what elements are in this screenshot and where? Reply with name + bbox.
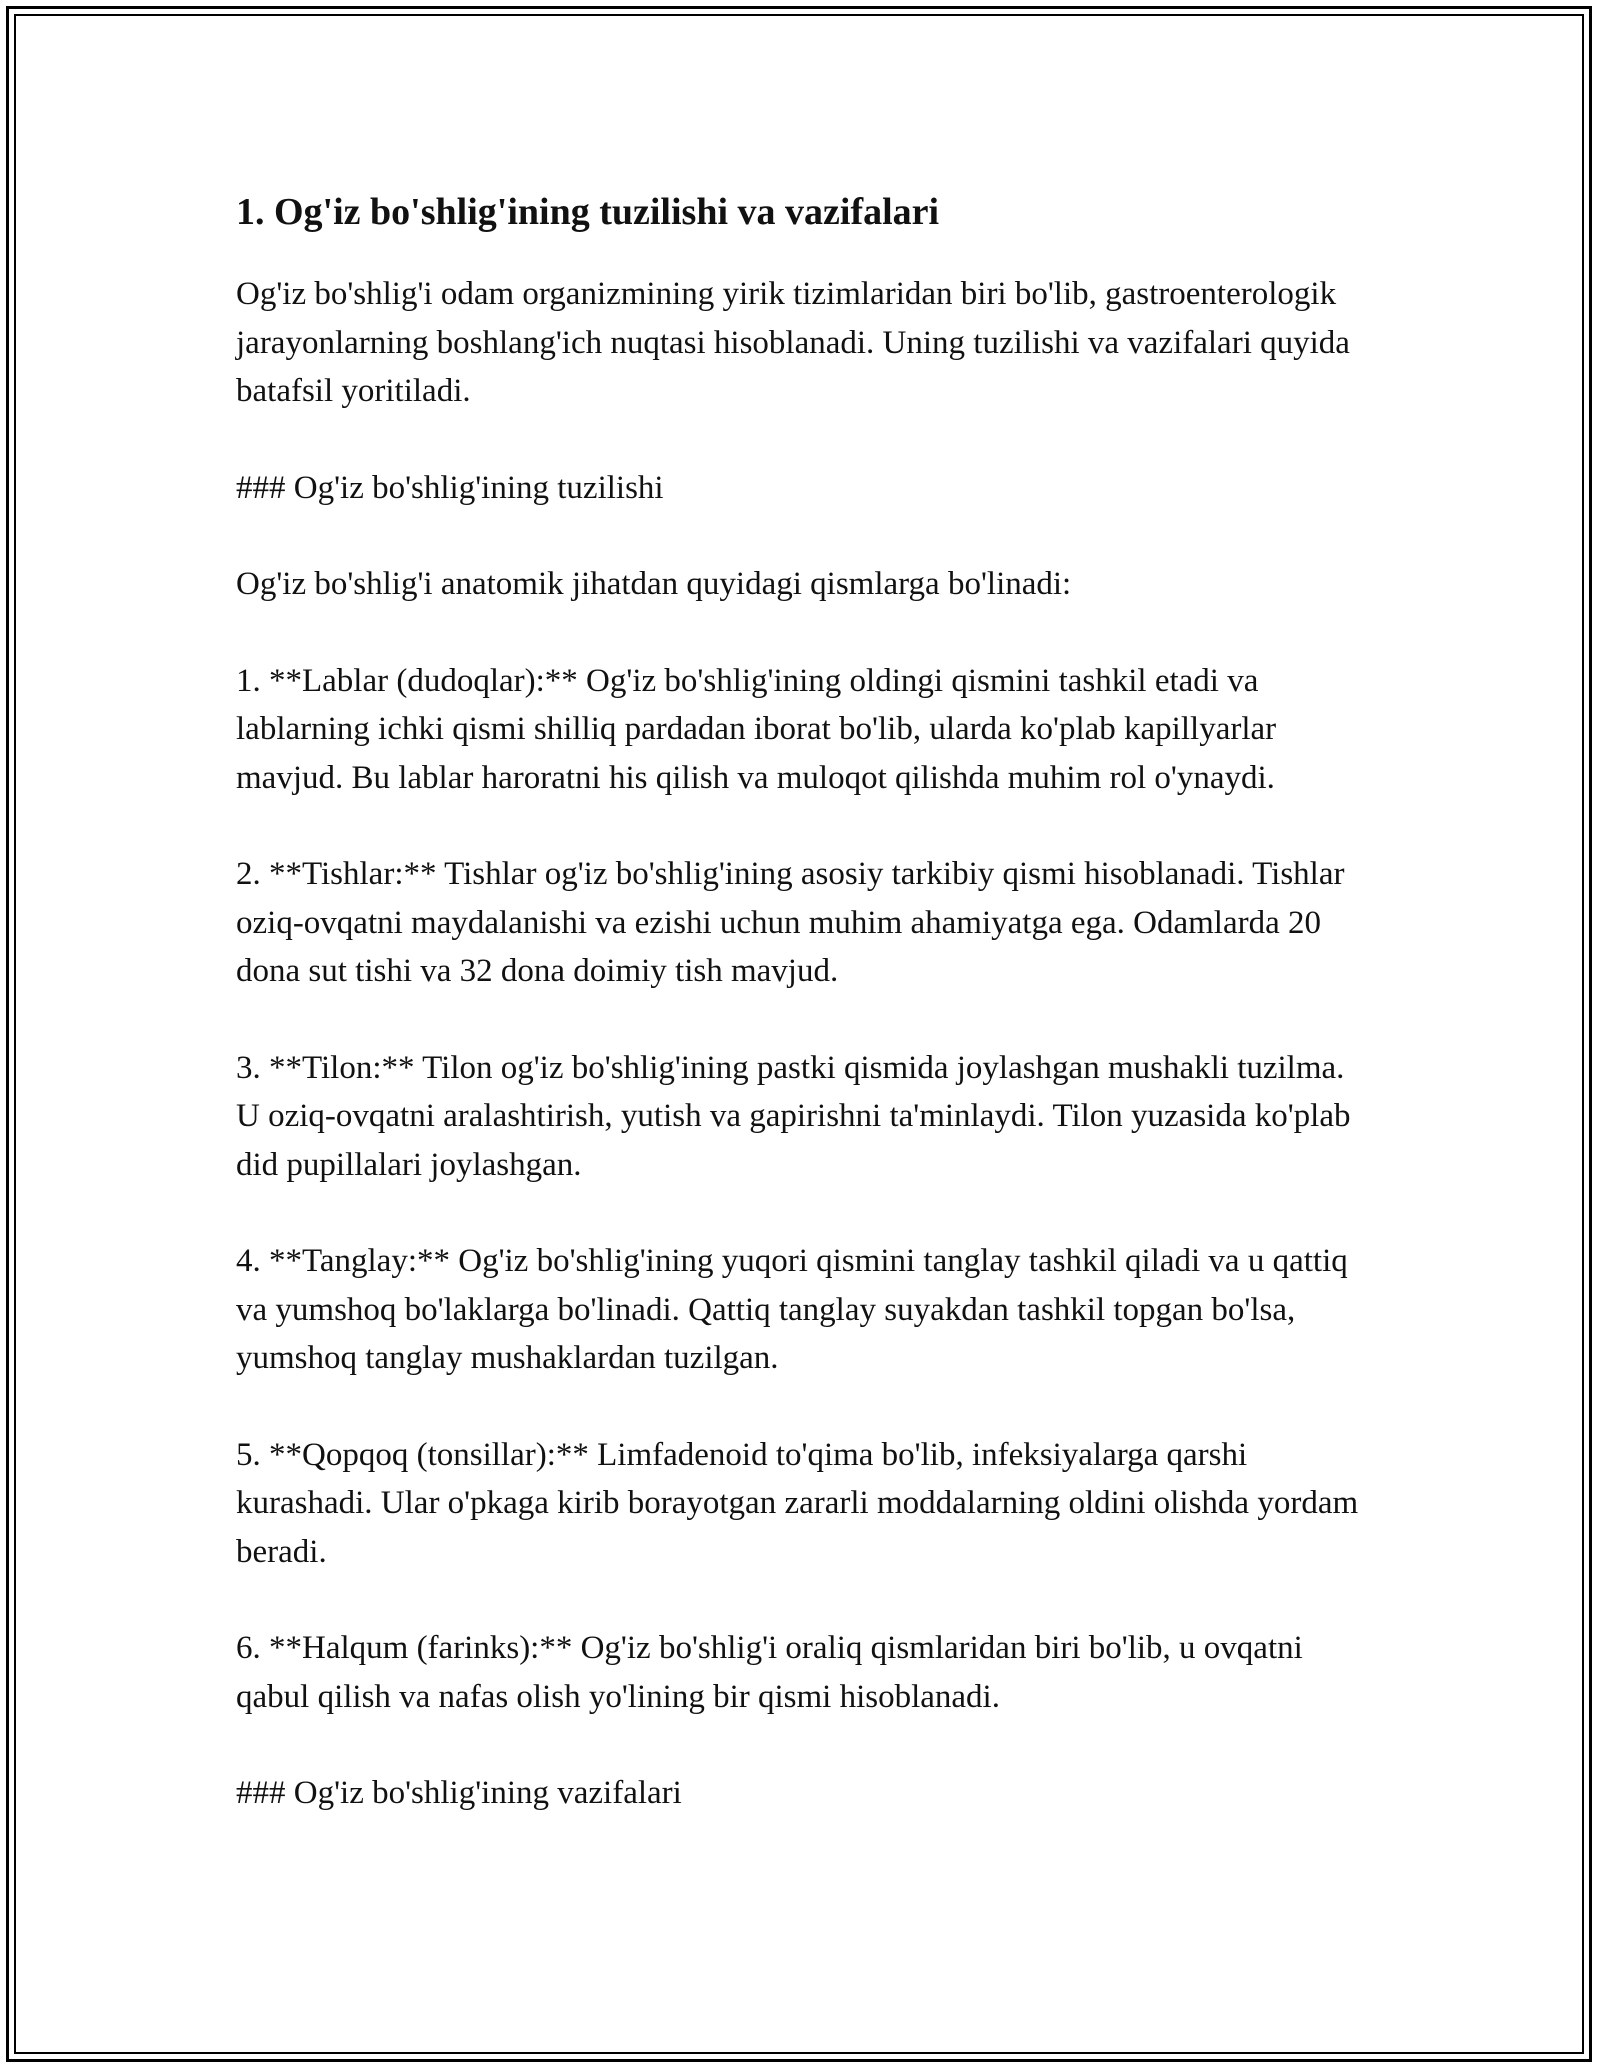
- list-item-palate: 4. **Tanglay:** Og'iz bo'shlig'ining yuqori qismini tanglay tashkil qiladi va u qattiq va yumshoq bo'laklarga bo'linadi. Qattiq tanglay suyakdan tashkil topgan bo'lsa, yumshoq tanglay mushaklardan tuzilgan.: [236, 1243, 1348, 1376]
- list-item-lips: 1. **Lablar (dudoqlar):** Og'iz bo'shlig'ining oldingi qismini tashkil etadi va lablarning ichki qismi shilliq pardadan iborat bo'lib, ularda ko'plab kapillyarlar mavjud. Bu lablar haroratni his qilish va muloqot qilishda muhim rol o'ynaydi.: [236, 662, 1277, 796]
- list-item-pharynx: 6. **Halqum (farinks):** Og'iz bo'shlig'i oraliq qismlaridan biri bo'lib, u ovqatni qabul qilish va nafas olish yo'lining bir qismi hisoblanadi.: [236, 1630, 1303, 1715]
- list-item-teeth: 2. **Tishlar:** Tishlar og'iz bo'shlig'ining asosiy tarkibiy qismi hisoblanadi. Tishlar oziq-ovqatni maydalanishi va ezishi uchun muhim ahamiyatga ega. Odamlarda 20 dona sut tishi va 32 dona doimiy tish mavjud.: [236, 856, 1345, 989]
- functions-heading: ### Og'iz bo'shlig'ining vazifalari: [236, 1775, 682, 1811]
- intro-paragraph: Og'iz bo'shlig'i odam organizmining yirik tizimlaridan biri bo'lib, gastroenterologik jarayonlarning boshlang'ich nuqtasi hisoblanadi. Uning tuzilishi va vazifalari quyida batafsil yoritiladi.: [236, 276, 1350, 409]
- list-item-tonsils: 5. **Qopqoq (tonsillar):** Limfadenoid to'qima bo'lib, infeksiyalarga qarshi kurashadi. Ular o'pkaga kirib borayotgan zararli moddalarning oldini olishda yordam beradi.: [236, 1436, 1359, 1570]
- document-title: 1. Og'iz bo'shlig'ining tuzilishi va vazifalari: [236, 191, 940, 233]
- document-body: [236, 188, 1376, 1866]
- parts-intro-paragraph: Og'iz bo'shlig'i anatomik jihatdan quyidagi qismlarga bo'linadi:: [236, 566, 1072, 602]
- list-item-tongue: 3. **Tilon:** Tilon og'iz bo'shlig'ining pastki qismida joylashgan mushakli tuzilma. U oziq-ovqatni aralashtirish, yutish va gapirishni ta'minlaydi. Tilon yuzasida ko'plab did pupillalari joylashgan.: [236, 1049, 1351, 1183]
- structure-heading: ### Og'iz bo'shlig'ining tuzilishi: [236, 469, 664, 506]
